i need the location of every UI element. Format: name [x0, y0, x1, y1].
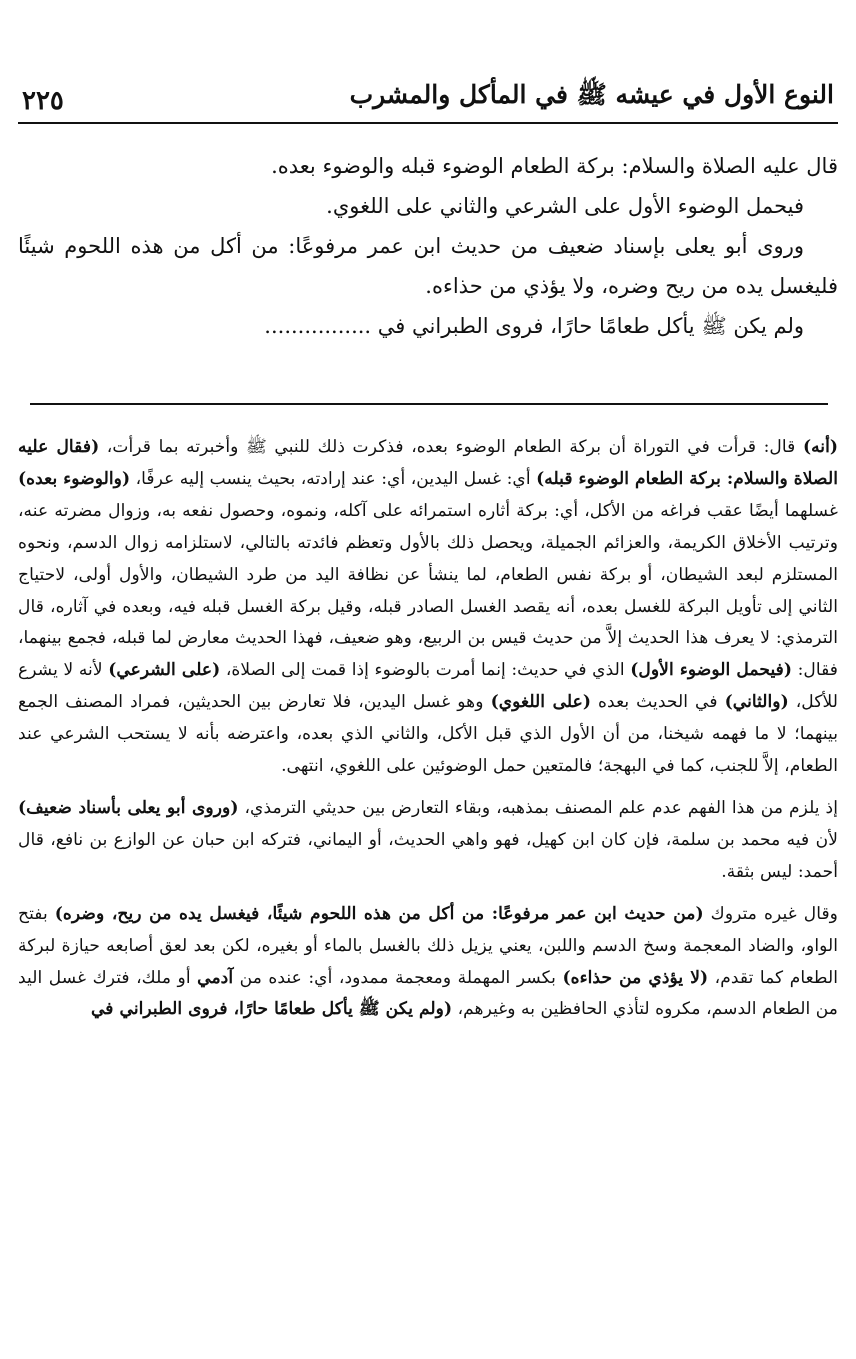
commentary-text: بفتح الواو، والضاد المعجمة وسخ الدسم واللبن، يعني يزيل ذلك بالغسل بالماء أو بغيره، لكن بعد لعق أصابعه حيازة لبركة الطعام كما تقدم،: [18, 903, 838, 988]
separator-rule: [30, 403, 828, 405]
running-title: النوع الأول في عيشه ﷺ في المأكل والمشرب: [349, 80, 834, 109]
commentary-text: لأنه لا يشرع للأكل،: [18, 660, 838, 713]
commentary-paragraph: [18, 432, 838, 783]
quoted-text: (ولم يكن ﷺ يأكل طعامًا حارًا، فروى الطبراني في: [90, 999, 453, 1020]
main-text: [18, 146, 838, 346]
main-text-line: ولم يكن ﷺ يأكل طعامًا حارًا، فروى الطبراني في: [377, 314, 804, 338]
commentary-paragraph: [18, 793, 838, 889]
quoted-text: (لا يؤذي من حذاءه): [562, 967, 709, 988]
commentary-paragraph: [18, 899, 838, 1027]
quoted-text: (فيحمل الوضوء الأول): [630, 660, 792, 681]
page-header: [18, 72, 838, 124]
commentary-text: أي: غسل اليدين، أي: عند إرادته، بحيث ينسب إليه عرفًا،: [130, 468, 537, 489]
book-page: [18, 0, 838, 1359]
commentary-text: قال: قرأت في التوراة أن بركة الطعام الوضوء بعده، فذكرت ذلك للنبي ﷺ وأخبرته بما قرأت،: [99, 437, 803, 457]
commentary-text: أو ملك، فترك غسل اليد من الطعام الدسم، مكروه لتأذي الحافظين به وغيرهم،: [18, 967, 838, 1020]
commentary-text: لأن فيه محمد بن سلمة، فإن كان ابن كهيل، فهو واهي الحديث، أو اليماني، فتركه ابن حبان عن الوازع بن نافع، قال أحمد: ليس بثقة.: [18, 829, 838, 882]
main-paragraph: وروى أبو يعلى بإسناد ضعيف من حديث ابن عمر مرفوعًا: من أكل من هذه اللحوم شيئًا فليغسل يده من ريح وضره، ولا يؤذي من حذاءه.: [18, 234, 838, 298]
commentary-text: غسلهما أيضًا عقب فراغه من الأكل، أي: بركة أثاره استمرائه على آكله، ونموه، وحصول نفعه به، وزوال مضرته عنه، وترتيب الأخلاق الكريمة، والعزائم الجميلة، ويحصل ذلك بالأول وتعظم فائدته بالتالي، لاستلزامه زوال الدسم، ونحوه المستلزم لبعد الشيطان، أو بركة نفس الطعام، لما ينشأ عن نظافة اليد من طرد الشيطان، والأول أولى، لاحتياج الثاني إلى تأويل البركة للغسل بعده، أنه يقصد الغسل الصادر قبله، وقيل بركة الغسل قبله فيه، وبعده في آثاره، قال الترمذي: لا يعرف هذا الحديث إلاَّ من حديث قيس بن الربيع، وهو ضعيف، فهذا الحديث معارض لما قبله، فجمع بينهما، فقال:: [18, 500, 838, 681]
quoted-text: (والثاني): [724, 692, 789, 713]
quoted-text: (فقال عليه الصلاة والسلام: بركة الطعام الوضوء قبله): [18, 437, 838, 489]
commentary-text: الذي في حديث: إنما أمرت بالوضوء إذا قمت إلى الصلاة،: [220, 660, 631, 681]
main-paragraph: قال عليه الصلاة والسلام: بركة الطعام الوضوء قبله والوضوء بعده.: [271, 154, 838, 178]
quoted-text: (من حديث ابن عمر مرفوعًا: من أكل من هذه اللحوم شيئًا، فيغسل يده من ريح، وضره): [54, 903, 704, 924]
commentary-text: في الحديث بعده: [591, 692, 725, 713]
commentary-text: وهو غسل اليدين، فلا تعارض بين الحديثين، فمراد المصنف الجمع بينهما؛ لا ما فهمه شيخنا، من أن الأول الذي قبل الأكل، والثاني الذي بعده، واعترضه بأنه لا يستحب الشرعي عند الطعام، إلاَّ للجنب، كما في البهجة؛ فالمتعين حمل الوضوئين على اللغوي، انتهى.: [18, 692, 838, 777]
commentary-text: بكسر المهملة ومعجمة ممدود، أي: عنده من: [233, 967, 563, 988]
ellipsis-dots: ................: [264, 314, 372, 338]
quoted-text: (والوضوء بعده): [18, 468, 131, 489]
quoted-text: (على اللغوي): [490, 692, 591, 713]
main-paragraph: فيحمل الوضوء الأول على الشرعي والثاني على اللغوي.: [326, 194, 804, 218]
main-paragraph: [18, 306, 838, 346]
commentary-text: وقال غيره متروك: [703, 903, 838, 924]
quoted-text: (أنه): [802, 437, 838, 457]
quoted-text: (على الشرعي): [108, 660, 221, 681]
quoted-text: (وروى أبو يعلى بأسناد ضعيف): [18, 797, 239, 818]
commentary: [18, 432, 838, 1026]
page-number: ٢٢٥: [22, 86, 64, 116]
commentary-text: إذ يلزم من هذا الفهم عدم علم المصنف بمذهبه، وبقاء التعارض بين حديثي الترمذي،: [238, 797, 838, 818]
quoted-text: آدمي: [197, 967, 234, 988]
